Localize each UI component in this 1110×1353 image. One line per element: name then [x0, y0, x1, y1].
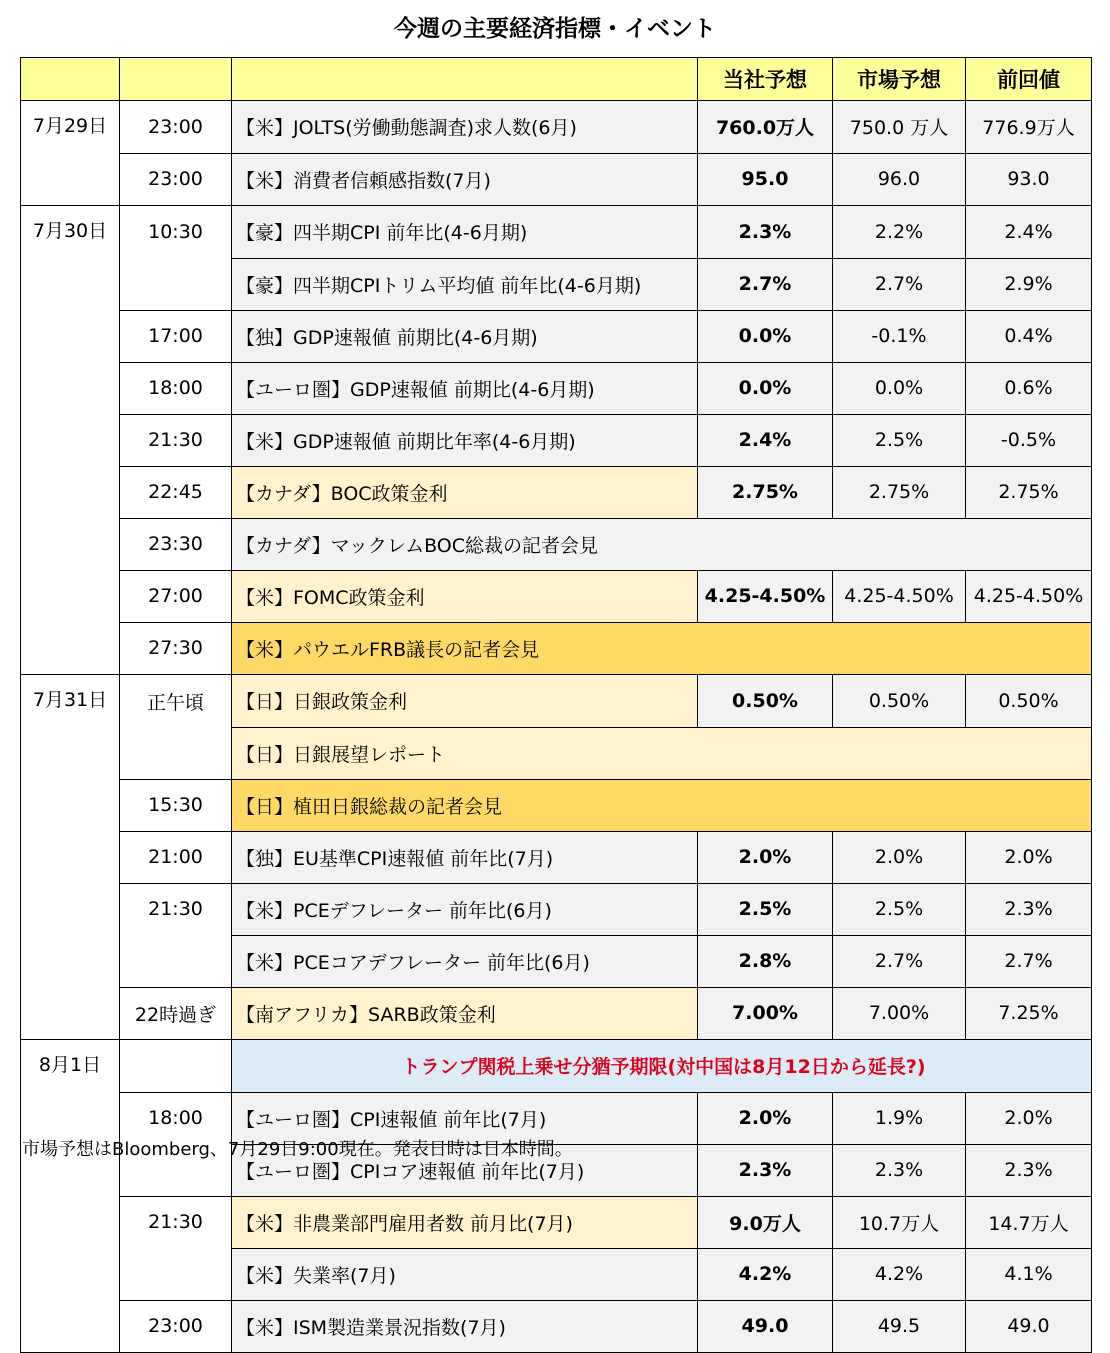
event-cell: 【米】パウエルFRB議長の記者会見 — [232, 622, 1092, 675]
market-cell: 0.50% — [833, 675, 966, 728]
market-cell: 2.7% — [833, 258, 966, 310]
forecast-cell: 49.0 — [698, 1300, 833, 1353]
forecast-cell: 2.0% — [698, 831, 833, 883]
event-cell: 【米】PCEデフレーター 前年比(6月) — [232, 883, 698, 935]
date-cell: 8月1日 — [21, 1040, 120, 1093]
time-cell: 27:30 — [120, 622, 232, 675]
table-row — [21, 1300, 1092, 1353]
event-cell: 【日】植田日銀総裁の記者会見 — [232, 779, 1092, 831]
previous-cell: 2.4% — [966, 206, 1092, 259]
table-row — [21, 101, 1092, 154]
event-cell: 【米】非農業部門雇用者数 前月比(7月) — [232, 1196, 698, 1248]
time-cell: 10:30 — [120, 206, 232, 259]
event-cell: 【日】日銀政策金利 — [232, 675, 698, 728]
table-row — [21, 883, 1092, 935]
event-cell: 【米】失業率(7月) — [232, 1248, 698, 1300]
previous-cell: 2.0% — [966, 1092, 1092, 1144]
table-row — [21, 675, 1092, 728]
market-cell: 1.9% — [833, 1092, 966, 1144]
previous-cell: 0.4% — [966, 310, 1092, 362]
date-cell: 7月31日 — [21, 675, 120, 728]
market-cell: 49.5 — [833, 1300, 966, 1353]
time-cell: 15:30 — [120, 779, 232, 831]
event-cell: 【ユーロ圏】GDP速報値 前期比(4-6月期) — [232, 362, 698, 414]
table-row — [21, 310, 1092, 362]
header-market: 市場予想 — [833, 58, 966, 101]
forecast-cell: 2.8% — [698, 935, 833, 987]
time-cell: 23:00 — [120, 101, 232, 154]
market-cell: 0.0% — [833, 362, 966, 414]
time-cell: 22:45 — [120, 466, 232, 518]
table-row — [21, 518, 1092, 570]
footnote: 市場予想はBloomberg、7月29日9:00現在。発表日時は日本時間。 — [22, 1139, 573, 1160]
time-cell: 18:00 — [120, 1092, 232, 1144]
table-row — [21, 153, 1092, 206]
event-cell: 【カナダ】BOC政策金利 — [232, 466, 698, 518]
header-row — [21, 58, 1092, 101]
previous-cell: 14.7万人 — [966, 1196, 1092, 1248]
table-row — [21, 779, 1092, 831]
table-row — [21, 1248, 1092, 1300]
forecast-cell: 0.0% — [698, 362, 833, 414]
event-cell: 【米】FOMC政策金利 — [232, 570, 698, 622]
market-cell: 4.25-4.50% — [833, 570, 966, 622]
forecast-cell: 2.0% — [698, 1092, 833, 1144]
market-cell: 7.00% — [833, 987, 966, 1040]
forecast-cell: 4.25-4.50% — [698, 570, 833, 622]
market-cell: 2.5% — [833, 883, 966, 935]
forecast-cell: 0.50% — [698, 675, 833, 728]
header-forecast: 当社予想 — [698, 58, 833, 101]
time-cell: 正午頃 — [120, 675, 232, 728]
previous-cell: 0.50% — [966, 675, 1092, 728]
previous-cell: 0.6% — [966, 362, 1092, 414]
market-cell: 96.0 — [833, 153, 966, 206]
forecast-cell: 2.75% — [698, 466, 833, 518]
table-row — [21, 570, 1092, 622]
page-title: 今週の主要経済指標・イベント — [394, 16, 716, 42]
market-cell: 2.0% — [833, 831, 966, 883]
table-row — [21, 1196, 1092, 1248]
previous-cell: 2.3% — [966, 1144, 1092, 1196]
market-cell: -0.1% — [833, 310, 966, 362]
event-cell: 【カナダ】マックレムBOC総裁の記者会見 — [232, 518, 1092, 570]
previous-cell: -0.5% — [966, 414, 1092, 466]
forecast-cell: 4.2% — [698, 1248, 833, 1300]
previous-cell: 2.3% — [966, 883, 1092, 935]
forecast-cell: 95.0 — [698, 153, 833, 206]
previous-cell: 7.25% — [966, 987, 1092, 1040]
time-cell: 18:00 — [120, 362, 232, 414]
forecast-cell: 0.0% — [698, 310, 833, 362]
previous-cell: 4.1% — [966, 1248, 1092, 1300]
time-cell: 22時過ぎ — [120, 987, 232, 1040]
table-row — [21, 727, 1092, 779]
market-cell: 750.0 万人 — [833, 101, 966, 154]
event-cell: 【独】GDP速報値 前期比(4-6月期) — [232, 310, 698, 362]
event-cell: 【豪】四半期CPIトリム平均値 前年比(4-6月期) — [232, 258, 698, 310]
previous-cell: 776.9万人 — [966, 101, 1092, 154]
time-cell: 21:30 — [120, 883, 232, 935]
table-row — [21, 466, 1092, 518]
forecast-cell: 760.0万人 — [698, 101, 833, 154]
table-row — [21, 206, 1092, 259]
event-cell: 【独】EU基準CPI速報値 前年比(7月) — [232, 831, 698, 883]
table-row — [21, 987, 1092, 1040]
time-cell: 23:00 — [120, 153, 232, 206]
time-cell: 27:00 — [120, 570, 232, 622]
event-cell: 【米】JOLTS(労働動態調査)求人数(6月) — [232, 101, 698, 154]
event-cell: 【南アフリカ】SARB政策金利 — [232, 987, 698, 1040]
time-cell: 23:30 — [120, 518, 232, 570]
forecast-cell: 2.7% — [698, 258, 833, 310]
time-cell: 21:00 — [120, 831, 232, 883]
time-cell: 17:00 — [120, 310, 232, 362]
previous-cell: 2.7% — [966, 935, 1092, 987]
market-cell: 2.5% — [833, 414, 966, 466]
market-cell: 2.75% — [833, 466, 966, 518]
event-cell: 【日】日銀展望レポート — [232, 727, 1092, 779]
market-cell: 4.2% — [833, 1248, 966, 1300]
date-cell: 7月29日 — [21, 101, 120, 154]
time-cell: 21:30 — [120, 1196, 232, 1248]
header-previous: 前回値 — [966, 58, 1092, 101]
forecast-cell: 2.5% — [698, 883, 833, 935]
previous-cell: 49.0 — [966, 1300, 1092, 1353]
previous-cell: 4.25-4.50% — [966, 570, 1092, 622]
table-row — [21, 258, 1092, 310]
event-cell: 【米】PCEコアデフレーター 前年比(6月) — [232, 935, 698, 987]
previous-cell: 93.0 — [966, 153, 1092, 206]
market-cell: 10.7万人 — [833, 1196, 966, 1248]
table-row — [21, 414, 1092, 466]
forecast-cell: 7.00% — [698, 987, 833, 1040]
table-row — [21, 1040, 1092, 1093]
market-cell: 2.2% — [833, 206, 966, 259]
event-cell: 【米】消費者信頼感指数(7月) — [232, 153, 698, 206]
table-row — [21, 622, 1092, 675]
table-row — [21, 362, 1092, 414]
table-row — [21, 831, 1092, 883]
forecast-cell: 9.0万人 — [698, 1196, 833, 1248]
time-cell: 23:00 — [120, 1300, 232, 1353]
event-cell: 【ユーロ圏】CPI速報値 前年比(7月) — [232, 1092, 698, 1144]
event-cell: 【豪】四半期CPI 前年比(4-6月期) — [232, 206, 698, 259]
market-cell: 2.3% — [833, 1144, 966, 1196]
forecast-cell: 2.4% — [698, 414, 833, 466]
forecast-cell: 2.3% — [698, 1144, 833, 1196]
table-row — [21, 935, 1092, 987]
previous-cell: 2.0% — [966, 831, 1092, 883]
event-cell: 【米】ISM製造業景況指数(7月) — [232, 1300, 698, 1353]
time-cell: 21:30 — [120, 414, 232, 466]
event-cell: 【ユーロ圏】CPIコア速報値 前年比(7月) — [232, 1144, 698, 1196]
market-cell: 2.7% — [833, 935, 966, 987]
previous-cell: 2.75% — [966, 466, 1092, 518]
date-cell: 7月30日 — [21, 206, 120, 259]
previous-cell: 2.9% — [966, 258, 1092, 310]
forecast-cell: 2.3% — [698, 206, 833, 259]
event-cell: トランプ関税上乗せ分猶予期限(対中国は8月12日から延長?) — [232, 1040, 1092, 1093]
event-cell: 【米】GDP速報値 前期比年率(4-6月期) — [232, 414, 698, 466]
